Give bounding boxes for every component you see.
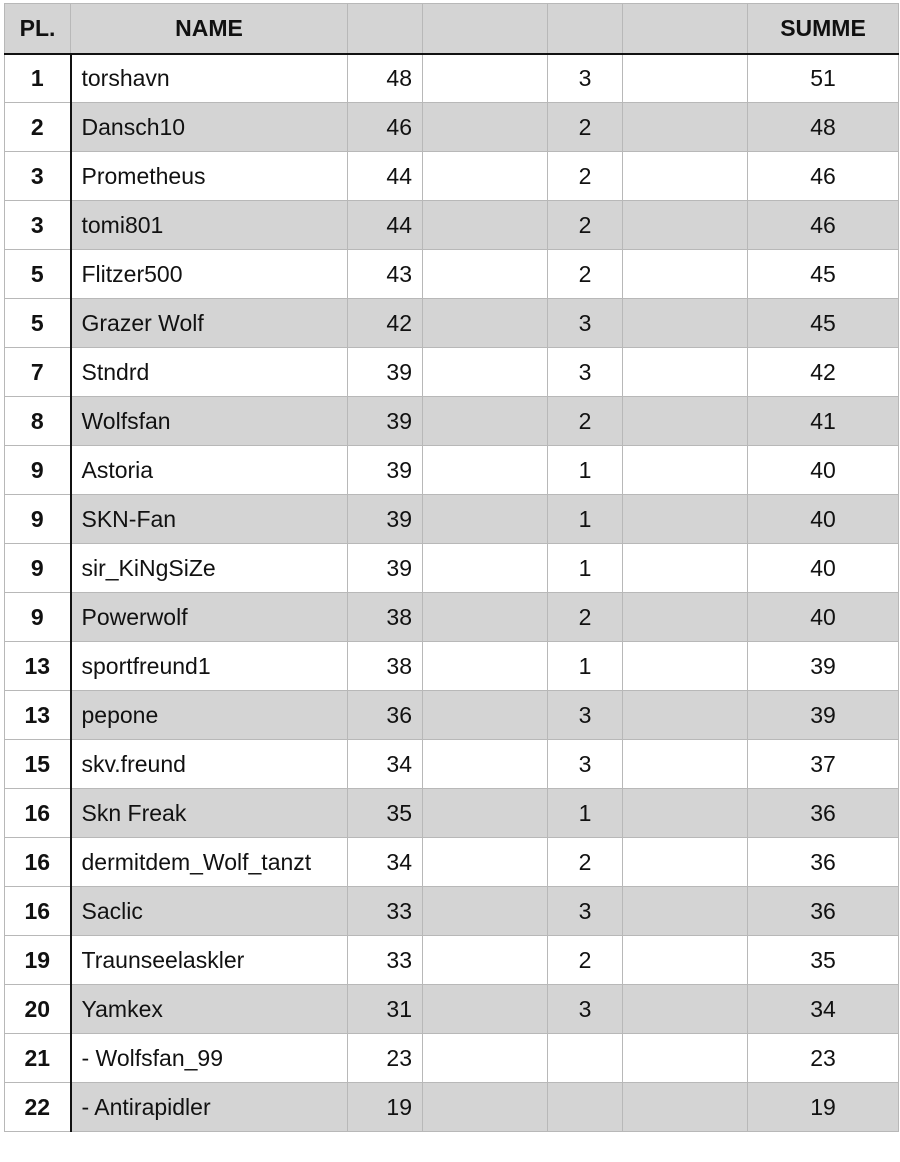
ranking-table [4, 3, 899, 1132]
place-cell: 3 [5, 201, 71, 250]
name-cell: - Wolfsfan_99 [71, 1034, 348, 1083]
empty-cell [623, 397, 748, 446]
name-cell: Wolfsfan [71, 397, 348, 446]
name-cell: torshavn [71, 54, 348, 103]
bonus-cell: 1 [548, 789, 623, 838]
header-name: NAME [71, 4, 348, 54]
place-cell: 9 [5, 593, 71, 642]
place-cell: 9 [5, 544, 71, 593]
empty-cell [623, 691, 748, 740]
points-cell: 44 [348, 201, 423, 250]
points-cell: 36 [348, 691, 423, 740]
name-cell: Flitzer500 [71, 250, 348, 299]
bonus-cell: 2 [548, 838, 623, 887]
empty-cell [623, 103, 748, 152]
table-row [5, 887, 899, 936]
place-cell: 21 [5, 1034, 71, 1083]
total-cell: 37 [748, 740, 899, 789]
empty-cell [423, 1034, 548, 1083]
name-cell: sportfreund1 [71, 642, 348, 691]
empty-cell [423, 348, 548, 397]
bonus-cell [548, 1034, 623, 1083]
empty-cell [423, 250, 548, 299]
points-cell: 33 [348, 887, 423, 936]
name-cell: Stndrd [71, 348, 348, 397]
empty-cell [423, 152, 548, 201]
bonus-cell: 1 [548, 495, 623, 544]
points-cell: 43 [348, 250, 423, 299]
bonus-cell: 3 [548, 348, 623, 397]
bonus-cell: 2 [548, 103, 623, 152]
points-cell: 38 [348, 642, 423, 691]
empty-cell [423, 397, 548, 446]
name-cell: pepone [71, 691, 348, 740]
empty-cell [623, 936, 748, 985]
place-cell: 20 [5, 985, 71, 1034]
table-row [5, 740, 899, 789]
table-row [5, 201, 899, 250]
table-row [5, 54, 899, 103]
empty-cell [623, 152, 748, 201]
empty-cell [623, 1034, 748, 1083]
place-cell: 16 [5, 887, 71, 936]
name-cell: dermitdem_Wolf_tanzt [71, 838, 348, 887]
empty-cell [423, 446, 548, 495]
table-row [5, 1083, 899, 1132]
place-cell: 13 [5, 691, 71, 740]
points-cell: 48 [348, 54, 423, 103]
total-cell: 45 [748, 250, 899, 299]
bonus-cell: 1 [548, 642, 623, 691]
table-row [5, 348, 899, 397]
place-cell: 8 [5, 397, 71, 446]
empty-cell [623, 887, 748, 936]
name-cell: Grazer Wolf [71, 299, 348, 348]
name-cell: sir_KiNgSiZe [71, 544, 348, 593]
bonus-cell: 1 [548, 446, 623, 495]
empty-cell [423, 740, 548, 789]
bonus-cell: 3 [548, 691, 623, 740]
empty-cell [423, 936, 548, 985]
empty-cell [623, 54, 748, 103]
bonus-cell: 3 [548, 299, 623, 348]
table-row [5, 985, 899, 1034]
name-cell: SKN-Fan [71, 495, 348, 544]
place-cell: 2 [5, 103, 71, 152]
points-cell: 35 [348, 789, 423, 838]
points-cell: 39 [348, 544, 423, 593]
total-cell: 41 [748, 397, 899, 446]
total-cell: 40 [748, 446, 899, 495]
empty-cell [423, 103, 548, 152]
total-cell: 19 [748, 1083, 899, 1132]
empty-cell [623, 642, 748, 691]
name-cell: Skn Freak [71, 789, 348, 838]
table-row [5, 789, 899, 838]
bonus-cell: 3 [548, 740, 623, 789]
empty-cell [423, 299, 548, 348]
place-cell: 16 [5, 838, 71, 887]
total-cell: 40 [748, 593, 899, 642]
place-cell: 7 [5, 348, 71, 397]
empty-cell [623, 348, 748, 397]
place-cell: 22 [5, 1083, 71, 1132]
total-cell: 35 [748, 936, 899, 985]
place-cell: 9 [5, 446, 71, 495]
total-cell: 46 [748, 201, 899, 250]
table-row [5, 250, 899, 299]
table-row [5, 838, 899, 887]
points-cell: 38 [348, 593, 423, 642]
place-cell: 13 [5, 642, 71, 691]
header-col6 [623, 4, 748, 54]
empty-cell [623, 1083, 748, 1132]
total-cell: 34 [748, 985, 899, 1034]
name-cell: Yamkex [71, 985, 348, 1034]
points-cell: 19 [348, 1083, 423, 1132]
total-cell: 39 [748, 691, 899, 740]
table-row [5, 1034, 899, 1083]
total-cell: 40 [748, 544, 899, 593]
bonus-cell: 2 [548, 201, 623, 250]
place-cell: 19 [5, 936, 71, 985]
empty-cell [623, 593, 748, 642]
table-row [5, 397, 899, 446]
name-cell: skv.freund [71, 740, 348, 789]
table-row [5, 593, 899, 642]
empty-cell [623, 789, 748, 838]
bonus-cell [548, 1083, 623, 1132]
points-cell: 31 [348, 985, 423, 1034]
empty-cell [623, 838, 748, 887]
empty-cell [623, 299, 748, 348]
empty-cell [423, 593, 548, 642]
total-cell: 36 [748, 838, 899, 887]
header-col4 [423, 4, 548, 54]
points-cell: 34 [348, 740, 423, 789]
points-cell: 33 [348, 936, 423, 985]
empty-cell [423, 838, 548, 887]
place-cell: 5 [5, 250, 71, 299]
place-cell: 15 [5, 740, 71, 789]
header-total: SUMME [748, 4, 899, 54]
empty-cell [623, 985, 748, 1034]
bonus-cell: 1 [548, 544, 623, 593]
points-cell: 46 [348, 103, 423, 152]
empty-cell [423, 1083, 548, 1132]
empty-cell [423, 495, 548, 544]
table-row [5, 446, 899, 495]
total-cell: 39 [748, 642, 899, 691]
empty-cell [423, 691, 548, 740]
table-row [5, 299, 899, 348]
empty-cell [623, 446, 748, 495]
table-row [5, 936, 899, 985]
name-cell: Powerwolf [71, 593, 348, 642]
total-cell: 46 [748, 152, 899, 201]
table-row [5, 103, 899, 152]
table-row [5, 691, 899, 740]
name-cell: Dansch10 [71, 103, 348, 152]
header-col5 [548, 4, 623, 54]
bonus-cell: 3 [548, 887, 623, 936]
place-cell: 16 [5, 789, 71, 838]
empty-cell [423, 54, 548, 103]
bonus-cell: 2 [548, 593, 623, 642]
bonus-cell: 2 [548, 250, 623, 299]
ranking-rows [5, 54, 899, 1132]
total-cell: 45 [748, 299, 899, 348]
name-cell: tomi801 [71, 201, 348, 250]
place-cell: 1 [5, 54, 71, 103]
empty-cell [423, 544, 548, 593]
points-cell: 34 [348, 838, 423, 887]
place-cell: 5 [5, 299, 71, 348]
header-row [5, 4, 899, 54]
name-cell: - Antirapidler [71, 1083, 348, 1132]
name-cell: Traunseelaskler [71, 936, 348, 985]
bonus-cell: 2 [548, 936, 623, 985]
total-cell: 23 [748, 1034, 899, 1083]
points-cell: 39 [348, 397, 423, 446]
total-cell: 36 [748, 789, 899, 838]
empty-cell [623, 544, 748, 593]
empty-cell [423, 201, 548, 250]
total-cell: 51 [748, 54, 899, 103]
table-row [5, 152, 899, 201]
points-cell: 39 [348, 495, 423, 544]
empty-cell [423, 887, 548, 936]
total-cell: 42 [748, 348, 899, 397]
points-cell: 39 [348, 446, 423, 495]
table-row [5, 642, 899, 691]
place-cell: 9 [5, 495, 71, 544]
bonus-cell: 2 [548, 397, 623, 446]
table-row [5, 495, 899, 544]
points-cell: 42 [348, 299, 423, 348]
total-cell: 48 [748, 103, 899, 152]
place-cell: 3 [5, 152, 71, 201]
name-cell: Saclic [71, 887, 348, 936]
total-cell: 36 [748, 887, 899, 936]
empty-cell [423, 642, 548, 691]
empty-cell [623, 201, 748, 250]
bonus-cell: 2 [548, 152, 623, 201]
empty-cell [623, 740, 748, 789]
bonus-cell: 3 [548, 54, 623, 103]
points-cell: 39 [348, 348, 423, 397]
name-cell: Prometheus [71, 152, 348, 201]
empty-cell [623, 495, 748, 544]
points-cell: 44 [348, 152, 423, 201]
total-cell: 40 [748, 495, 899, 544]
points-cell: 23 [348, 1034, 423, 1083]
name-cell: Astoria [71, 446, 348, 495]
empty-cell [423, 789, 548, 838]
empty-cell [423, 985, 548, 1034]
empty-cell [623, 250, 748, 299]
header-place: PL. [5, 4, 71, 54]
bonus-cell: 3 [548, 985, 623, 1034]
table-row [5, 544, 899, 593]
header-col3 [348, 4, 423, 54]
